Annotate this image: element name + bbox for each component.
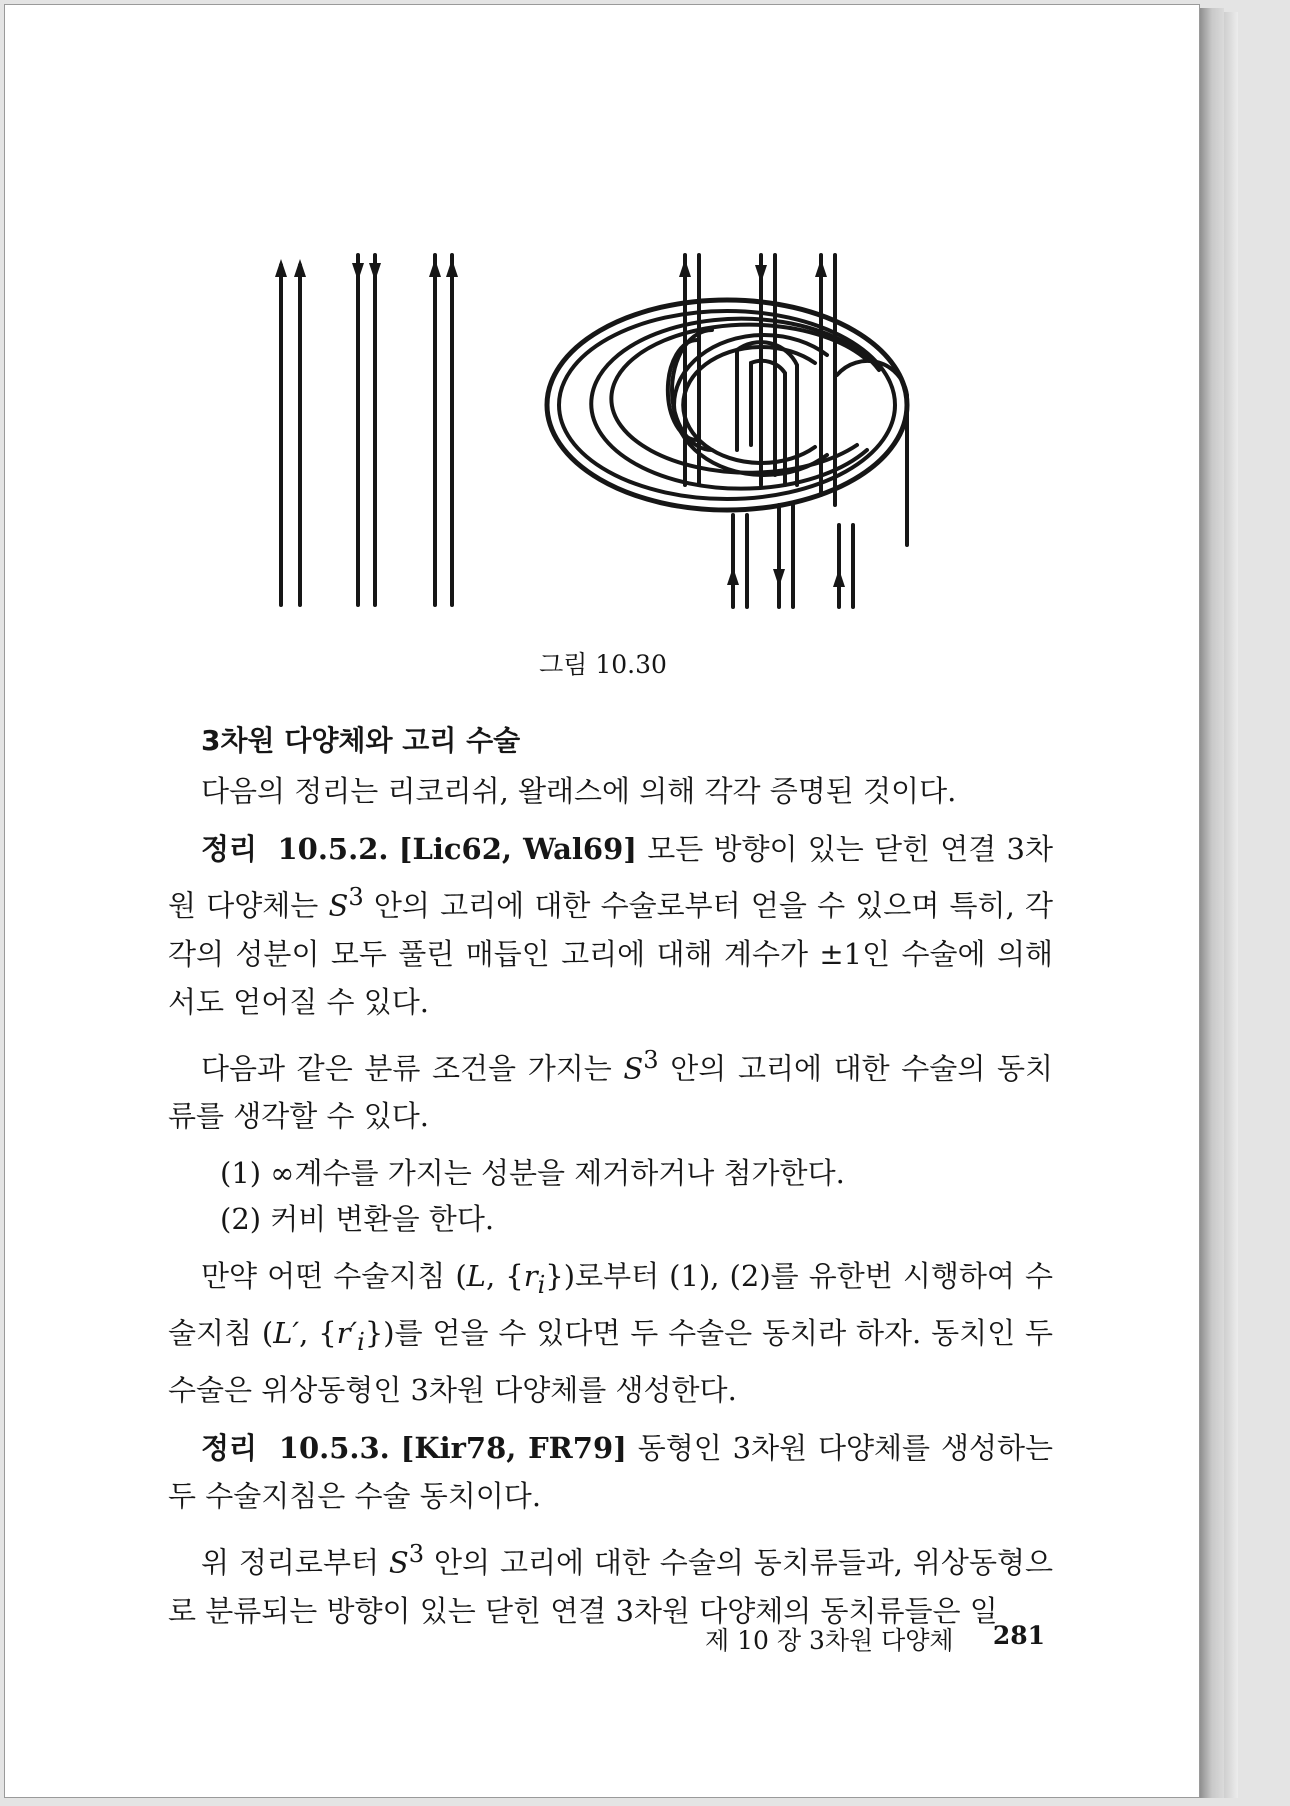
- arrow-down-icon: [773, 569, 785, 587]
- arrow-up-icon: [275, 259, 287, 277]
- figure-10-30: [267, 245, 1007, 615]
- arrow-up-icon: [446, 259, 458, 277]
- theorem-number: 10.5.2.: [277, 832, 389, 866]
- theorem-label: 정리: [201, 832, 258, 866]
- theorem-refs: [Lic62, Wal69]: [398, 832, 638, 866]
- arrow-up-icon: [833, 569, 845, 587]
- page-number: 281: [992, 1621, 1045, 1650]
- arrow-up-icon: [429, 259, 441, 277]
- paragraph-equivalence: 만약 어떤 수술지침 (L, $\{r_i\}$)로부터 (1), (2)를 유한번 시행하여 수술지침 (L′, $\{r'_i\}$)를 얻을 수 있다면 두 수술은 동치라 하자. 동치인 두 수술은 위상동형인 3차원 다양체를 생성한다.: [168, 1259, 1054, 1407]
- main-text: [168, 717, 1053, 1635]
- chapter-title: 제 10 장 3차원 다양체: [705, 1626, 954, 1655]
- paragraph-classification: 다음과 같은 분류 조건을 가지는 $S^3$ 안의 고리에 대한 수술의 동치류를 생각할 수 있다.: [168, 1045, 1054, 1134]
- page-shadow: [1224, 12, 1238, 1798]
- page-edge: [1200, 8, 1224, 1798]
- theorem-10-5-3: 정리 10.5.3. [Kir78, FR79] 동형인 3차원 다양체를 생성하는 두 수술지침은 수술 동치이다.: [168, 1430, 1053, 1513]
- list-item: (1) ∞계수를 가지는 성분을 제거하거나 첨가한다.: [220, 1156, 845, 1191]
- arrow-down-icon: [352, 263, 364, 281]
- figure-caption: 그림 10.30: [539, 650, 667, 679]
- surgery-diagram: [547, 300, 907, 545]
- arrow-down-icon: [369, 263, 381, 281]
- arrow-up-icon: [815, 259, 827, 277]
- paragraph-conclusion: 위 정리로부터 $S^3$ 안의 고리에 대한 수술의 동치류들과, 위상동형으로 분류되는 방향이 있는 닫힌 연결 3차원 다양체의 동치류들은 일: [168, 1539, 1053, 1628]
- section-heading: 3차원 다양체와 고리 수술: [201, 724, 521, 757]
- list-item: (2) 커비 변환을 한다.: [220, 1202, 495, 1237]
- arrow-down-icon: [755, 265, 767, 283]
- arrow-up-icon: [679, 259, 691, 277]
- intro-paragraph: 다음의 정리는 리코리쉬, 왈래스에 의해 각각 증명된 것이다.: [201, 774, 957, 808]
- theorem-10-5-2: 정리 10.5.2. [Lic62, Wal69] 모든 방향이 있는 닫힌 연결 3차원 다양체는 $S^3$ 안의 고리에 대한 수술로부터 얻을 수 있으며 특히, 각각의 성분이 모두 풀린 매듭인 고리에 대해 계수가 ±1인 수술에 의해서도 얻어질 수 있다.: [168, 832, 1053, 1019]
- book-page: [4, 4, 1200, 1798]
- arrow-up-icon: [727, 567, 739, 585]
- arrow-up-icon: [294, 259, 306, 277]
